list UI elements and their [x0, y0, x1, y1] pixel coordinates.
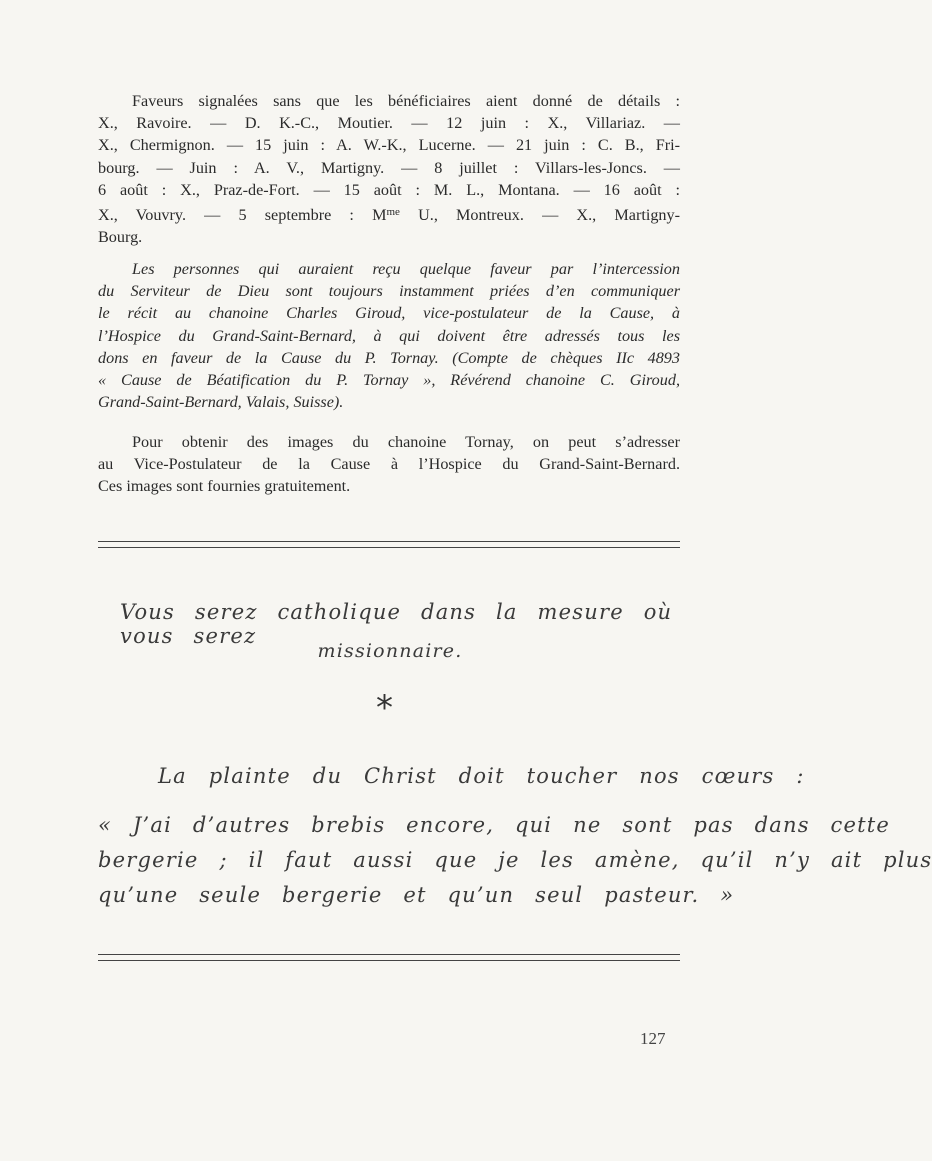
- text-line: X., Chermignon. — 15 juin : A. W.-K., Lucerne. — 21 juin : C. B., Fri-: [98, 136, 680, 155]
- text-line: X., Ravoire. — D. K.-C., Moutier. — 12 juin : X., Villariaz. —: [98, 114, 680, 133]
- text-line: le récit au chanoine Charles Giroud, vice-postulateur de la Cause, à: [98, 304, 680, 323]
- text-line: Bourg.: [98, 228, 143, 247]
- text-line: au Vice-Postulateur de la Cause à l’Hospice du Grand-Saint-Bernard.: [98, 455, 680, 474]
- text-line: Grand-Saint-Bernard, Valais, Suisse).: [98, 393, 344, 412]
- quote-line: bergerie ; il faut aussi que je les amène, qu’il n’y ait plus: [98, 848, 932, 872]
- quote-line: qu’une seule bergerie et qu’un seul pasteur. »: [98, 883, 735, 907]
- text-line: Pour obtenir des images du chanoine Tornay, on peut s’adresser: [132, 433, 680, 451]
- gospel-quote: [98, 808, 932, 913]
- text-segment: X., Vouvry. — 5 septembre : M: [98, 206, 387, 225]
- text-line: Faveurs signalées sans que les bénéficiaires aient donné de détails :: [132, 92, 680, 110]
- page-number: 127: [640, 1029, 666, 1048]
- quote-intro: La plainte du Christ doit toucher nos cœurs :: [158, 764, 805, 788]
- text-line: 6 août : X., Praz-de-Fort. — 15 août : M. L., Montana. — 16 août :: [98, 180, 680, 199]
- superscript: me: [386, 206, 400, 219]
- double-rule-top: [98, 541, 680, 548]
- quote-catholic-end: missionnaire.: [317, 640, 463, 662]
- favors-paragraph: [98, 90, 680, 248]
- text-line: Ces images sont fournies gratuitement.: [98, 477, 351, 496]
- text-line: l’Hospice du Grand-Saint-Bernard, à qui doivent être adressés tous les: [98, 326, 680, 345]
- quote-line: « J’ai d’autres brebis encore, qui ne sont pas dans cette: [98, 813, 891, 837]
- asterisk-separator: *: [376, 688, 393, 728]
- text-line: dons en faveur de la Cause du P. Tornay. (Compte de chèques IIc 4893: [98, 348, 680, 367]
- double-rule-bottom: [98, 954, 680, 961]
- text-segment: U., Montreux. — X., Martigny-: [399, 206, 680, 225]
- text-line: [98, 201, 680, 226]
- text-line: du Serviteur de Dieu sont toujours instamment priées d’en communiquer: [98, 282, 680, 301]
- quote-catholic: Vous serez catholique dans la mesure où vous serez: [120, 600, 673, 648]
- text-line: bourg. — Juin : A. V., Martigny. — 8 juillet : Villars-les-Joncs. —: [98, 158, 680, 177]
- appeal-paragraph: [98, 258, 680, 413]
- text-line: « Cause de Béatification du P. Tornay », Révérend chanoine C. Giroud,: [98, 371, 680, 390]
- text-line: Les personnes qui auraient reçu quelque faveur par l’intercession: [132, 260, 680, 278]
- images-paragraph: [98, 431, 680, 498]
